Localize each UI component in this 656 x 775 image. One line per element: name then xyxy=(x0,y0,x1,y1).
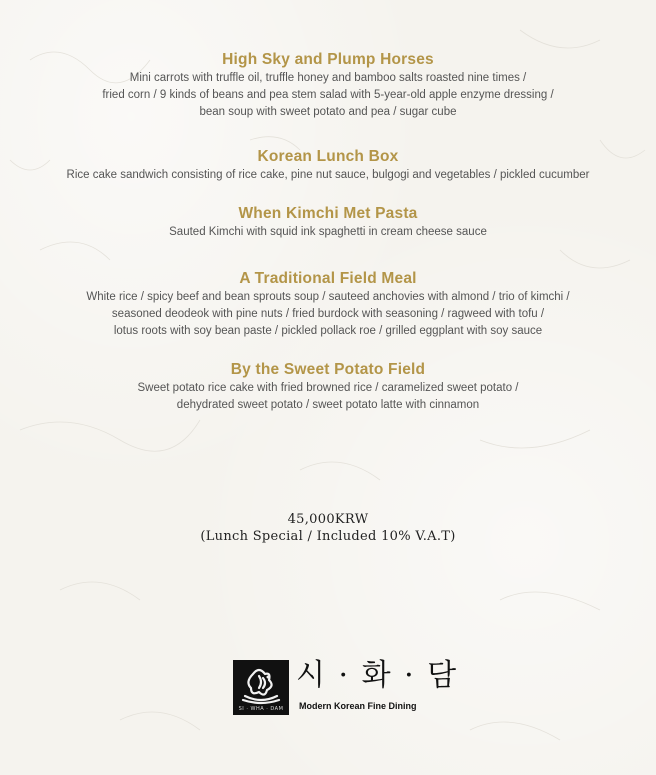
course-description xyxy=(0,70,656,121)
description-line: fried corn / 9 kinds of beans and pea stem salad with 5-year-old apple enzyme dressing / xyxy=(102,89,554,101)
description-line: Sauted Kimchi with squid ink spaghetti in cream cheese sauce xyxy=(169,226,487,238)
course-2 xyxy=(0,147,656,184)
restaurant-logo xyxy=(233,658,459,715)
logo-mark xyxy=(233,660,289,715)
description-line: White rice / spicy beef and bean sprouts soup / sauteed anchovies with almond / trio of kimchi / xyxy=(86,291,570,303)
description-line: lotus roots with soy bean paste / pickled pollack roe / grilled eggplant with soy sauce xyxy=(113,325,543,337)
description-line: bean soup with sweet potato and pea / sugar cube xyxy=(199,106,457,118)
logo-name: 시 · 화 · 담 xyxy=(296,658,459,693)
description-line: Rice cake sandwich consisting of rice cake, pine nut sauce, bulgogi and vegetables / pickled cucumber xyxy=(66,169,590,181)
price-block xyxy=(0,511,656,545)
course-1 xyxy=(0,50,656,121)
logo-mark-text: SI · WHA · DAM xyxy=(238,706,284,712)
price-note: (Lunch Special / Included 10% V.A.T) xyxy=(200,529,456,544)
course-5 xyxy=(0,360,656,414)
course-3 xyxy=(0,204,656,241)
course-description xyxy=(0,224,656,241)
description-line: Mini carrots with truffle oil, truffle honey and bamboo salts roasted nine times / xyxy=(129,72,527,84)
description-line: Sweet potato rice cake with fried browned rice / caramelized sweet potato / xyxy=(137,382,519,394)
course-title: A Traditional Field Meal xyxy=(239,270,417,287)
course-title: When Kimchi Met Pasta xyxy=(238,205,418,222)
description-line: seasoned deodeok with pine nuts / fried burdock with seasoning / ragweed with tofu / xyxy=(111,308,545,320)
description-line: dehydrated sweet potato / sweet potato latte with cinnamon xyxy=(176,399,480,411)
course-4 xyxy=(0,269,656,340)
course-title: High Sky and Plump Horses xyxy=(222,51,434,68)
course-description xyxy=(0,167,656,184)
logo-tagline: Modern Korean Fine Dining xyxy=(299,701,417,711)
course-description xyxy=(0,289,656,340)
price-amount: 45,000KRW xyxy=(287,512,369,527)
course-description xyxy=(0,380,656,414)
course-title: By the Sweet Potato Field xyxy=(230,361,426,378)
course-title: Korean Lunch Box xyxy=(257,148,399,165)
